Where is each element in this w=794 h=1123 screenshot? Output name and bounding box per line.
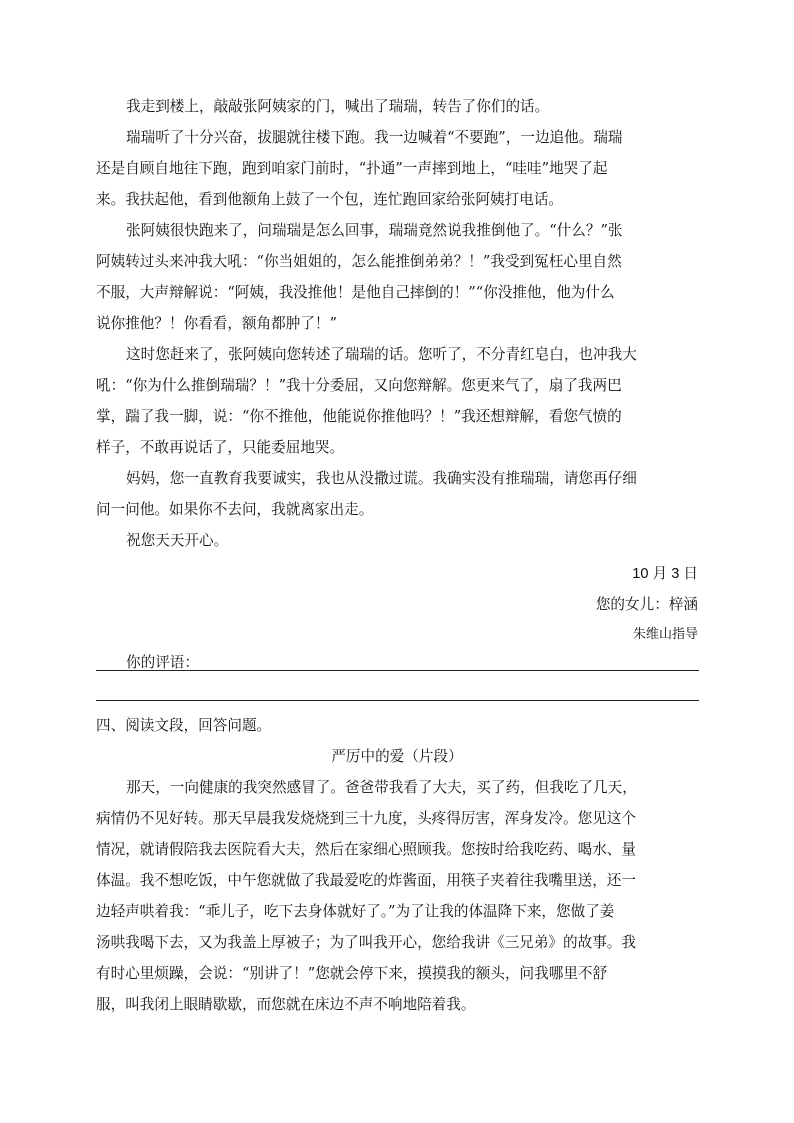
letter-line: 张阿姨很快跑来了，问瑞瑞是怎么回事，瑞瑞竟然说我推倒他了。“什么？”张 xyxy=(126,222,623,239)
letter-line: 这时您赶来了，张阿姨向您转述了瑞瑞的话。您听了，不分青红皂白，也冲我大 xyxy=(126,346,637,363)
letter-line: 还是自顾自地往下跑，跑到咱家门前时，“扑通”一声摔到地上，“哇哇”地哭了起 xyxy=(96,160,608,177)
letter-line: 我走到楼上，敲敲张阿姨家的门，喊出了瑞瑞，转告了你们的话。 xyxy=(126,98,550,115)
letter-line: 妈妈，您一直教育我要诚实，我也从没撒过谎。我确实没有推瑞瑞，请您再仔细 xyxy=(126,470,637,487)
letter-line: 说你推他？！你看看，额角都肿了！” xyxy=(96,315,337,332)
comment-label: 你的评语： xyxy=(126,654,199,671)
passage-title: 严厉中的爱（片段） xyxy=(331,748,463,765)
passage-line: 有时心里烦躁，会说：“别讲了！”您就会停下来，摸摸我的额头，问我哪里不舒 xyxy=(96,965,608,982)
passage-line: 情况，就请假陪我去医院看大夫，然后在家细心照顾我。您按时给我吃药、喝水、量 xyxy=(96,841,636,858)
letter-line: 吼：“你为什么推倒瑞瑞？！”我十分委屈，又向您辩解。您更来气了，扇了我两巴 xyxy=(96,377,622,394)
letter-line: 掌，踹了我一脚，说：“你不推他，他能说你推他吗？！”我还想辩解，看您气愤的 xyxy=(96,408,622,425)
comment-line xyxy=(96,670,699,671)
letter-closing: 祝您天天开心。 xyxy=(126,532,229,549)
teacher-credit: 朱维山指导 xyxy=(632,627,698,642)
passage-line: 体温。我不想吃饭，中午您就做了我最爱吃的炸酱面，用筷子夹着往我嘴里送，还一 xyxy=(96,872,636,889)
passage-line: 汤哄我喝下去，又为我盖上厚被子；为了叫我开心，您给我讲《三兄弟》的故事。我 xyxy=(96,934,636,951)
comment-line xyxy=(96,700,699,701)
passage-line: 那天，一向健康的我突然感冒了。爸爸带我看了大夫，买了药，但我吃了几天， xyxy=(126,779,637,796)
section-heading: 四、阅读文段，回答问题。 xyxy=(96,717,272,734)
letter-line: 不服，大声辩解说：“阿姨，我没推他！是他自己摔倒的！”“你没推他，他为什么 xyxy=(96,284,615,301)
letter-line: 阿姨转过头来冲我大吼：“你当姐姐的，怎么能推倒弟弟？！”我受到冤枉心里自然 xyxy=(96,253,622,270)
letter-date: 10 月 3 日 xyxy=(632,566,698,582)
letter-line: 瑞瑞听了十分兴奋，拔腿就往楼下跑。我一边喊着“不要跑”，一边追他。瑞瑞 xyxy=(126,129,623,146)
passage-line: 边轻声哄着我：“乖儿子，吃下去身体就好了。”为了让我的体温降下来，您做了姜 xyxy=(96,903,615,920)
letter-signature: 您的女儿：梓涵 xyxy=(595,596,698,613)
letter-line: 样子，不敢再说话了，只能委屈地哭。 xyxy=(96,439,345,456)
letter-line: 问一问他。如果你不去问，我就离家出走。 xyxy=(96,501,374,518)
letter-line: 来。我扶起他，看到他额角上鼓了一个包，连忙跑回家给张阿姨打电话。 xyxy=(96,191,564,208)
passage-line: 服，叫我闭上眼睛歇歇，而您就在床边不声不响地陪着我。 xyxy=(96,996,476,1013)
passage-line: 病情仍不见好转。那天早晨我发烧烧到三十九度，头疼得厉害，浑身发冷。您见这个 xyxy=(96,810,636,827)
